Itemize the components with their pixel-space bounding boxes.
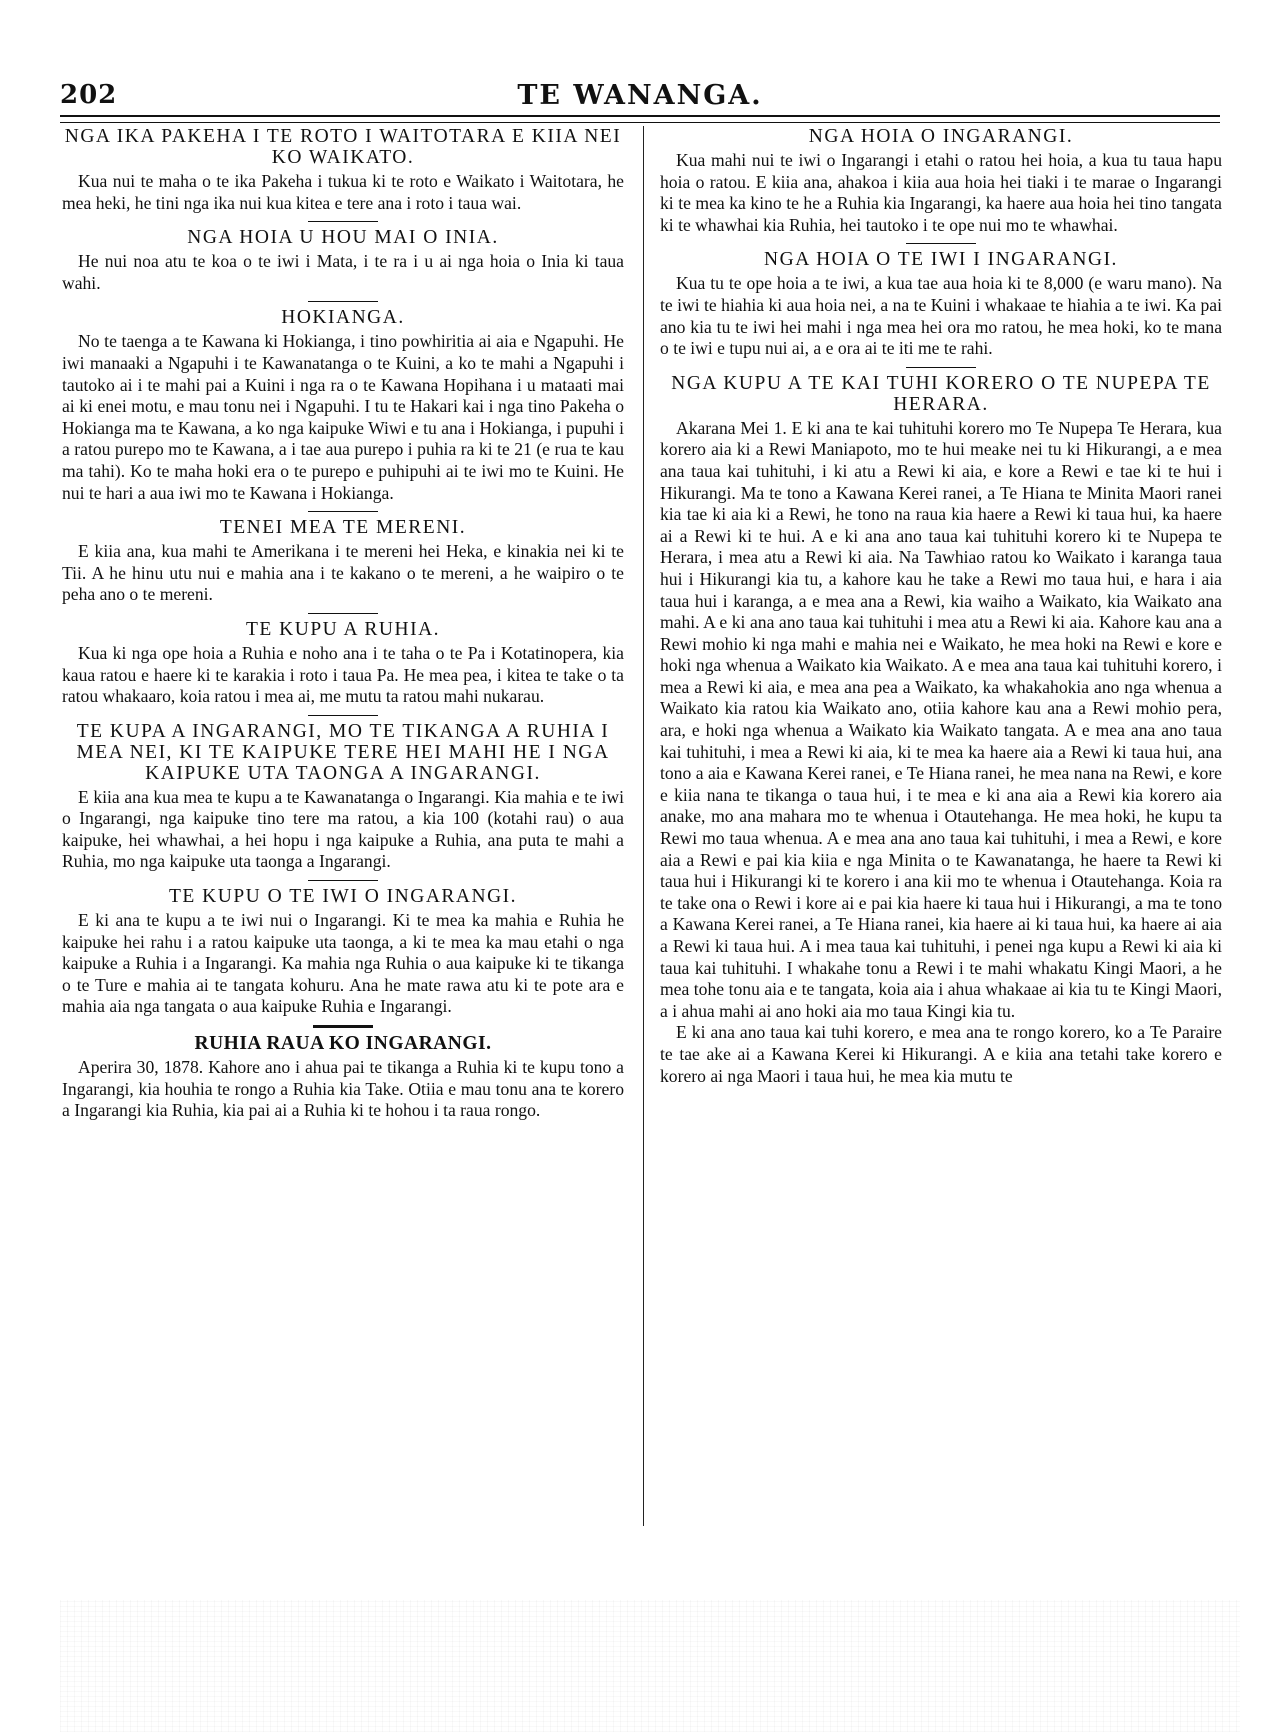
article-paragraph: Kua ki nga ope hoia a Ruhia e noho ana i te taha o te Pa i Kotatinopera, kia kaua ratou e haere ki te karakia i roto i taua Pa. He mea pea, i kitea te take o ta ratou whakaaro, koia ratou i mea ai, me mutu ta ratou mahi nukarau. — [62, 642, 624, 707]
article-heading: NGA IKA PAKEHA I TE ROTO I WAITOTARA E KIIA NEI KO WAIKATO. — [64, 126, 622, 168]
article-heading: TE KUPU O TE IWI O INGARANGI. — [168, 886, 518, 908]
article-heading: NGA HOIA O INGARANGI. — [808, 126, 1074, 147]
masthead — [60, 76, 1220, 116]
scan-noise-footer — [60, 1600, 1240, 1732]
article-paragraph: Aperira 30, 1878. Kahore ano i ahua pai te tikanga a Ruhia ki te kupu tono a Ingarangi, kia houhia te rongo a Ruhia kia Take. Otiia e mau tonu ana te korero a Ingarangi kia Ruhia, kia pai ai a Ruhia ki te hohou i ta raua rongo. — [62, 1057, 624, 1121]
article — [62, 517, 624, 606]
article-paragraph: E ki ana te kupu a te iwi nui o Ingarangi. Ki te mea ka mahia e Ruhia he kaipuke hei rahu i a ratou kaipuke uta taonga, a ki te mea ka mau etahi o nga kaipuke a Ruhia i a Ingarangi. Ka mahia nga Ruhia o aua kaipuke ki te tikanga o te Ture e mahia ai te tangata kohuru. Ana he mate rawa atu ki te pote ara e mahia aia nga tangata o aua kaipuke Ruhia e Ingarangi. — [62, 910, 624, 1017]
article — [62, 227, 624, 294]
article-separator-rule — [906, 243, 976, 244]
article-heading: TE KUPA A INGARANGI, MO TE TIKANGA A RUHIA I MEA NEI, KI TE KAIPUKE TERE HEI MAHI HE I NGA KAIPUKE UTA TAONGA A INGARANGI. — [76, 720, 610, 784]
article-heading: RUHIA RAUA KO INGARANGI. — [194, 1033, 492, 1055]
article-heading: TE KUPU A RUHIA. — [245, 618, 441, 640]
article-paragraph: He nui noa atu te koa o te iwi i Mata, i te ra i u ai nga hoia o Inia ki taua wahi. — [62, 251, 624, 293]
article-heading: NGA HOIA O TE IWI I INGARANGI. — [764, 249, 1118, 271]
left-column — [62, 126, 624, 1129]
article-heading: HOKIANGA. — [281, 307, 405, 329]
article-separator-rule — [313, 1025, 373, 1028]
article-heading: TENEI MEA TE MERENI. — [219, 517, 467, 539]
article — [62, 619, 624, 708]
article — [660, 373, 1222, 1087]
article — [62, 307, 624, 504]
article-separator-rule — [308, 221, 378, 222]
column-divider — [643, 126, 644, 1526]
article-paragraph: E kiia ana kua mea te kupu a te Kawanatanga o Ingarangi. Kia mahia e te iwi o Ingarangi, nga kaipuke tino tere ma ratou, a kia 100 (kotahi rau) o aua kaipuke, hei whawhai, a hei hopu i nga kaipuke a Ruhia, ana puta te mahi a Ruhia, mo nga kaipuke uta taonga a Ingarangi. — [62, 786, 624, 872]
article-heading: NGA KUPU A TE KAI TUHI KORERO O TE NUPEPA TE HERARA. — [671, 372, 1211, 415]
article — [660, 249, 1222, 359]
article — [62, 1033, 624, 1122]
masthead-double-rule — [60, 115, 1220, 123]
article-separator-rule — [308, 301, 378, 302]
article-separator-rule — [308, 613, 378, 614]
article-paragraph: Kua tu te ope hoia a te iwi, a kua tae aua hoia ki te 8,000 (e waru mano). Na te iwi te hiahia ki aua hoia nei, a na te Kuini i whakaae te hiahia a te iwi. Ka pai ano kia tu te iwi hei mahi i nga mea hei ora mo ratou, he mea hoki, ko te mana o te iwi e tupu nui ai, a e ora ai te iti me te rahi. — [660, 273, 1222, 359]
right-column — [660, 126, 1222, 1094]
article — [62, 886, 624, 1018]
article-separator-rule — [308, 880, 378, 881]
newspaper-title: TE WANANGA. — [517, 80, 763, 111]
article-paragraph: E ki ana ano taua kai tuhi korero, e mea ana te rongo korero, ko a Te Paraire te tae ake ai a Kawana Kerei ki Hikurangi. A e kiia ana tetahi take korero e korero ai nga Maori i taua hui, he mea kia mutu te — [660, 1022, 1222, 1086]
page-number: 202 — [60, 80, 118, 110]
article — [660, 126, 1222, 236]
article-separator-rule — [906, 367, 976, 368]
article-paragraph: No te taenga a te Kawana ki Hokianga, i tino powhiritia ai aia e Ngapuhi. He iwi manaaki a Ngapuhi i te Kawanatanga o te Kuini, a ko te mahi a Ngapuhi i tautoko ai i te mahi pai a Kuini i nga ra o te Kawana Hopihana i u mataati mai ai ki enei motu, e mau tonu nei i Ngapuhi. I tu te Hakari kai i nga tino Pakeha o Hokianga ma te Kawana, a ko nga kaipuke Wiwi e tu ana i Hokianga, i pupuhi i a ratou purepo mo te Kawana, a i tae aua purepo i puhia ra ki te 21 (e rua te kau ma tahi). Ko te maha hoki era o te purepo e puhipuhi ai te iwi mo te Kuini. He nui te hari a aua iwi mo te Kawana i Hokianga. — [62, 331, 624, 503]
article — [62, 721, 624, 873]
article-paragraph: Kua mahi nui te iwi o Ingarangi i etahi o ratou hei hoia, a kua tu taua hapu hoia o ratou. E kiia ana, ahakoa i kiia aua hoia hei tiaki i te marae o Ingarangi ki te mea ka kino te he a Ruhia kia Ingarangi, ka haere aua hoia hei tino tangata ki te whawhai kia Ruhia, hei tautoko i te ope nui mo te whawhai. — [660, 150, 1222, 235]
article-paragraph: Kua nui te maha o te ika Pakeha i tukua ki te roto e Waikato i Waitotara, he mea heki, he tini nga ika nui kua kitea e tere ana i roto i taua wai. — [62, 171, 624, 213]
article-paragraph: Akarana Mei 1. E ki ana te kai tuhituhi korero mo Te Nupepa Te Herara, kua korero aia ki a Rewi Maniapoto, mo te hui meake nei tu ki Hikurangi, a e mea ana taua kai tuhituhi, i ki atu a Rewi ki aia, e kore a Rewi e tae ki te hui i Hikurangi. Ma te tono a Kawana Kerei ranei, a Te Hiana te Minita Maori ranei kia tae ki aia ki a Rewi, he tono na raua kia haere a Rewi ki taua hui, ka haere ai a Rewi ki te hui. A e ki ana ano taua kai tuhituhi korero ki te Nupepa te Herara, i mea atu a Rewi ki aia. Na Tawhiao ratou ko Waikato i karanga taua hui i Hikurangi kia tu, a kahore kau he take a Rewi mo taua hui, e hara i aia taua hui i karanga, a e mea ana a Rewi, kia waiho a Waikato, kia Waikato ana mahi. A e ki ana ano taua kai tuhituhi i mea atu a Rewi ki aia. Kahore kau ana a Rewi mohio ki nga mahi e mahia nei e Waikato, he mea hoki na Rewi e kore e hoki nga whenua a Waikato kia Waikato. A e mea ana taua kai tuhituhi korero, i mea a Rewi ki aia, e mea ana pea a Waikato, ka whakahokia ano nga whenua a Waikato kia ratou kia Waikato ano, otiia kahore kau ana a Rewi mohio pera, ara, e hoki nga whenua a Waikato kia Waikato tangata. A e mea ana ano taua kai tuhituhi, i mea a Rewi ki aia, ki te mea ka haere aia a Rewi ki taua hui, ana tono a aia e Kawana Kerei ranei, e Te Hiana ranei, he mea nana na Rewi, e kore e kiia nana te tikanga o taua hui, i te mea e ki ana aia a Rewi kia korero aia anake, mo ana mahara mo te whenua i Otautehanga. He mea hoki, he kupu ta Rewi mo taua whenua. A e mea ana ano taua kai tuhituhi, i mea a Rewi, e kore aia a Rewi e pai kia kiia e nga Minita o te Kawanatanga, he haere ta Rewi ki taua hui i Hikurangi ki te korero i ana kii mo te whenua i Otautehanga. Koia ra te take ona o Rewi i kore ai e pai kia haere ki taua hui i Hikurangi, a ma te tono a Kawana Kerei ranei, a Te Hiana ranei, kia haere ai ki taua hui, ka haere ai aia a Rewi ki taua hui. A i mea taua kai tuhituhi, i penei nga kupu a Rewi ki aia ki taua kai tuhituhi. I whakahe tonu a Rewi i te mahi whakatu Kingi Maori, a he mea tohe tonu aia e te tangata, koia aia i ahua whakaae ai kia tu te Kingi Maori, a i ahua mahi ai ano hoki aia mo taua Kingi kia tu. — [660, 417, 1222, 1021]
article-paragraph: E kiia ana, kua mahi te Amerikana i te mereni hei Heka, e kinakia nei ki te Tii. A he hinu utu nui e mahia ana i te kakano o te mereni, a he waipiro o te peha ano o te mereni. — [62, 541, 624, 605]
article-separator-rule — [308, 715, 378, 716]
article-separator-rule — [308, 511, 378, 512]
article-heading: NGA HOIA U HOU MAI O INIA. — [187, 227, 499, 249]
article — [62, 126, 624, 214]
